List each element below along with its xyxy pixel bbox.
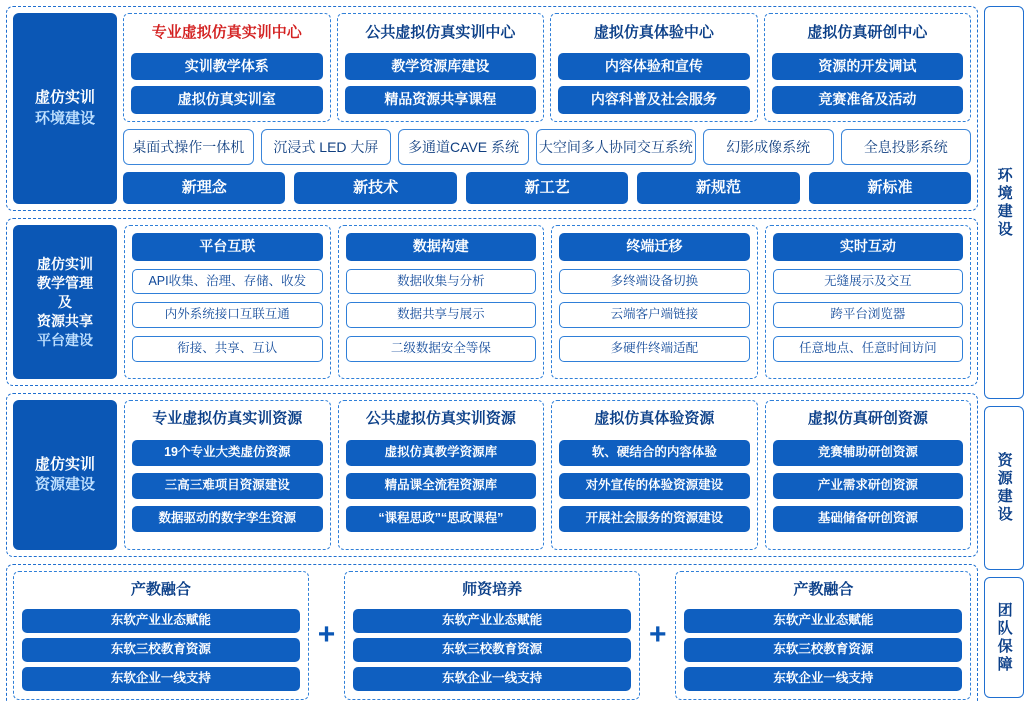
platform-card-terminal-title[interactable]: 终端迁移 — [559, 233, 750, 260]
platform-card-data-title[interactable]: 数据构建 — [346, 233, 537, 260]
side-label-environment: 环境建设 — [984, 6, 1024, 399]
environment-card-professional-title: 专业虚拟仿真实训中心 — [151, 24, 302, 41]
resources-card-research-item-2[interactable]: 基础储备研创资源 — [773, 506, 964, 532]
environment-left-label-line1: 虚仿实训 — [34, 89, 95, 107]
side-labels-column — [984, 6, 1024, 698]
platform-cards — [124, 225, 971, 379]
platform-left-label — [13, 225, 117, 379]
team-card-teacher-training-title: 师资培养 — [462, 581, 523, 599]
device-immersive-led-screen[interactable]: 沉浸式 LED 大屏 — [261, 129, 392, 165]
team-card-1-item-2[interactable]: 东软企业一线支持 — [22, 667, 300, 691]
environment-card-public-item-1[interactable]: 精品资源共享课程 — [345, 86, 537, 113]
device-desktop-all-in-one[interactable]: 桌面式操作一体机 — [123, 129, 254, 165]
resources-card-public — [338, 400, 545, 550]
resources-card-research — [765, 400, 972, 550]
new-specification[interactable]: 新规范 — [637, 172, 799, 205]
resources-card-public-item-0[interactable]: 虚拟仿真教学资源库 — [346, 440, 537, 466]
environment-card-professional-item-0[interactable]: 实训教学体系 — [131, 53, 323, 80]
resources-card-public-item-2[interactable]: “课程思政”“思政课程” — [346, 506, 537, 532]
resources-card-professional — [124, 400, 331, 550]
team-card-2-item-1[interactable]: 东软三校教育资源 — [353, 638, 631, 662]
resources-card-research-title: 虚拟仿真研创资源 — [807, 410, 928, 428]
resources-left-label-line2: 资源建设 — [34, 476, 95, 494]
environment-card-public-item-0[interactable]: 教学资源库建设 — [345, 53, 537, 80]
environment-center-cards — [123, 13, 971, 122]
environment-left-label — [13, 13, 117, 204]
platform-card-realtime-title[interactable]: 实时互动 — [773, 233, 964, 260]
new-standard[interactable]: 新标准 — [809, 172, 971, 205]
platform-card-terminal — [551, 225, 758, 379]
team-card-1-item-1[interactable]: 东软三校教育资源 — [22, 638, 300, 662]
environment-card-professional — [123, 13, 331, 122]
plus-icon-1: + — [317, 618, 336, 652]
resources-card-professional-item-0[interactable]: 19个专业大类虚仿资源 — [132, 440, 323, 466]
environment-card-experience — [550, 13, 758, 122]
platform-card-interconnect-title[interactable]: 平台互联 — [132, 233, 323, 260]
device-holographic-projection[interactable]: 全息投影系统 — [841, 129, 972, 165]
resources-card-public-item-1[interactable]: 精品课全流程资源库 — [346, 473, 537, 499]
side-label-team: 团队保障 — [984, 577, 1024, 698]
platform-card-data-item-2[interactable]: 二级数据安全等保 — [346, 336, 537, 362]
platform-card-interconnect-item-2[interactable]: 衔接、共享、互认 — [132, 336, 323, 362]
resources-cards — [124, 400, 971, 550]
device-multichannel-cave[interactable]: 多通道CAVE 系统 — [398, 129, 529, 165]
team-card-industry-education-2 — [675, 571, 971, 699]
team-card-teacher-training — [344, 571, 640, 699]
platform-card-data — [338, 225, 545, 379]
resources-left-label — [13, 400, 117, 550]
environment-devices-row — [123, 129, 971, 165]
platform-card-interconnect — [124, 225, 331, 379]
new-technology[interactable]: 新技术 — [294, 172, 456, 205]
environment-card-research-item-1[interactable]: 竞赛准备及活动 — [772, 86, 964, 113]
environment-card-public-title: 公共虚拟仿真实训中心 — [365, 24, 516, 41]
resources-card-professional-item-2[interactable]: 数据驱动的数字孪生资源 — [132, 506, 323, 532]
resources-card-professional-title: 专业虚拟仿真实训资源 — [152, 410, 303, 428]
resources-left-label-line1: 虚仿实训 — [34, 456, 95, 474]
team-card-industry-education-1-title: 产教融合 — [130, 581, 191, 599]
platform-card-terminal-item-2[interactable]: 多硬件终端适配 — [559, 336, 750, 362]
platform-left-label-line3: 及 — [58, 293, 72, 310]
team-card-3-item-0[interactable]: 东软产业业态赋能 — [684, 609, 962, 633]
resources-card-experience-item-1[interactable]: 对外宣传的体验资源建设 — [559, 473, 750, 499]
resources-card-experience — [551, 400, 758, 550]
device-phantom-imaging[interactable]: 幻影成像系统 — [703, 129, 834, 165]
platform-card-interconnect-item-0[interactable]: API收集、治理、存储、收发 — [132, 269, 323, 295]
platform-card-realtime-item-2[interactable]: 任意地点、任意时间访问 — [773, 336, 964, 362]
resources-card-research-item-1[interactable]: 产业需求研创资源 — [773, 473, 964, 499]
environment-card-experience-title: 虚拟仿真体验中心 — [593, 24, 714, 41]
platform-card-terminal-item-1[interactable]: 云端客户端链接 — [559, 302, 750, 328]
team-card-1-item-0[interactable]: 东软产业业态赋能 — [22, 609, 300, 633]
environment-card-public — [337, 13, 545, 122]
platform-left-label-line5: 平台建设 — [37, 331, 93, 348]
new-concept[interactable]: 新理念 — [123, 172, 285, 205]
environment-card-research-title: 虚拟仿真研创中心 — [807, 24, 928, 41]
team-card-industry-education-1 — [13, 571, 309, 699]
plus-icon-2: + — [648, 618, 667, 652]
team-card-3-item-2[interactable]: 东软企业一线支持 — [684, 667, 962, 691]
team-card-industry-education-2-title: 产教融合 — [793, 581, 854, 599]
resources-card-experience-item-0[interactable]: 软、硬结合的内容体验 — [559, 440, 750, 466]
platform-card-interconnect-item-1[interactable]: 内外系统接口互联互通 — [132, 302, 323, 328]
environment-right — [123, 13, 971, 204]
section-team — [6, 564, 978, 702]
side-label-resources: 资源建设 — [984, 406, 1024, 570]
environment-card-experience-item-0[interactable]: 内容体验和宣传 — [558, 53, 750, 80]
section-platform — [6, 218, 978, 386]
main-column — [6, 6, 978, 698]
environment-card-research — [764, 13, 972, 122]
new-craft[interactable]: 新工艺 — [466, 172, 628, 205]
platform-card-data-item-0[interactable]: 数据收集与分析 — [346, 269, 537, 295]
platform-card-realtime — [765, 225, 972, 379]
team-card-3-item-1[interactable]: 东软三校教育资源 — [684, 638, 962, 662]
device-large-space-multiuser[interactable]: 大空间多人协同交互系统 — [536, 129, 696, 165]
platform-left-label-line2: 教学管理 — [37, 274, 93, 291]
team-card-2-item-2[interactable]: 东软企业一线支持 — [353, 667, 631, 691]
environment-left-label-line2: 环境建设 — [34, 109, 95, 127]
platform-card-data-item-1[interactable]: 数据共享与展示 — [346, 302, 537, 328]
resources-card-professional-item-1[interactable]: 三高三难项目资源建设 — [132, 473, 323, 499]
resources-card-experience-item-2[interactable]: 开展社会服务的资源建设 — [559, 506, 750, 532]
team-card-2-item-0[interactable]: 东软产业业态赋能 — [353, 609, 631, 633]
environment-card-research-item-0[interactable]: 资源的开发调试 — [772, 53, 964, 80]
platform-card-realtime-item-0[interactable]: 无缝展示及交互 — [773, 269, 964, 295]
platform-left-label-line1: 虚仿实训 — [37, 256, 93, 273]
section-environment — [6, 6, 978, 211]
section-resources — [6, 393, 978, 557]
platform-left-label-line4: 资源共享 — [37, 312, 93, 329]
resources-card-experience-title: 虚拟仿真体验资源 — [594, 410, 715, 428]
environment-card-professional-item-1[interactable]: 虚拟仿真实训室 — [131, 86, 323, 113]
environment-new-categories-row — [123, 172, 971, 205]
platform-card-terminal-item-0[interactable]: 多终端设备切换 — [559, 269, 750, 295]
platform-card-realtime-item-1[interactable]: 跨平台浏览器 — [773, 302, 964, 328]
resources-card-research-item-0[interactable]: 竞赛辅助研创资源 — [773, 440, 964, 466]
environment-card-experience-item-1[interactable]: 内容科普及社会服务 — [558, 86, 750, 113]
resources-card-public-title: 公共虚拟仿真实训资源 — [365, 410, 516, 428]
